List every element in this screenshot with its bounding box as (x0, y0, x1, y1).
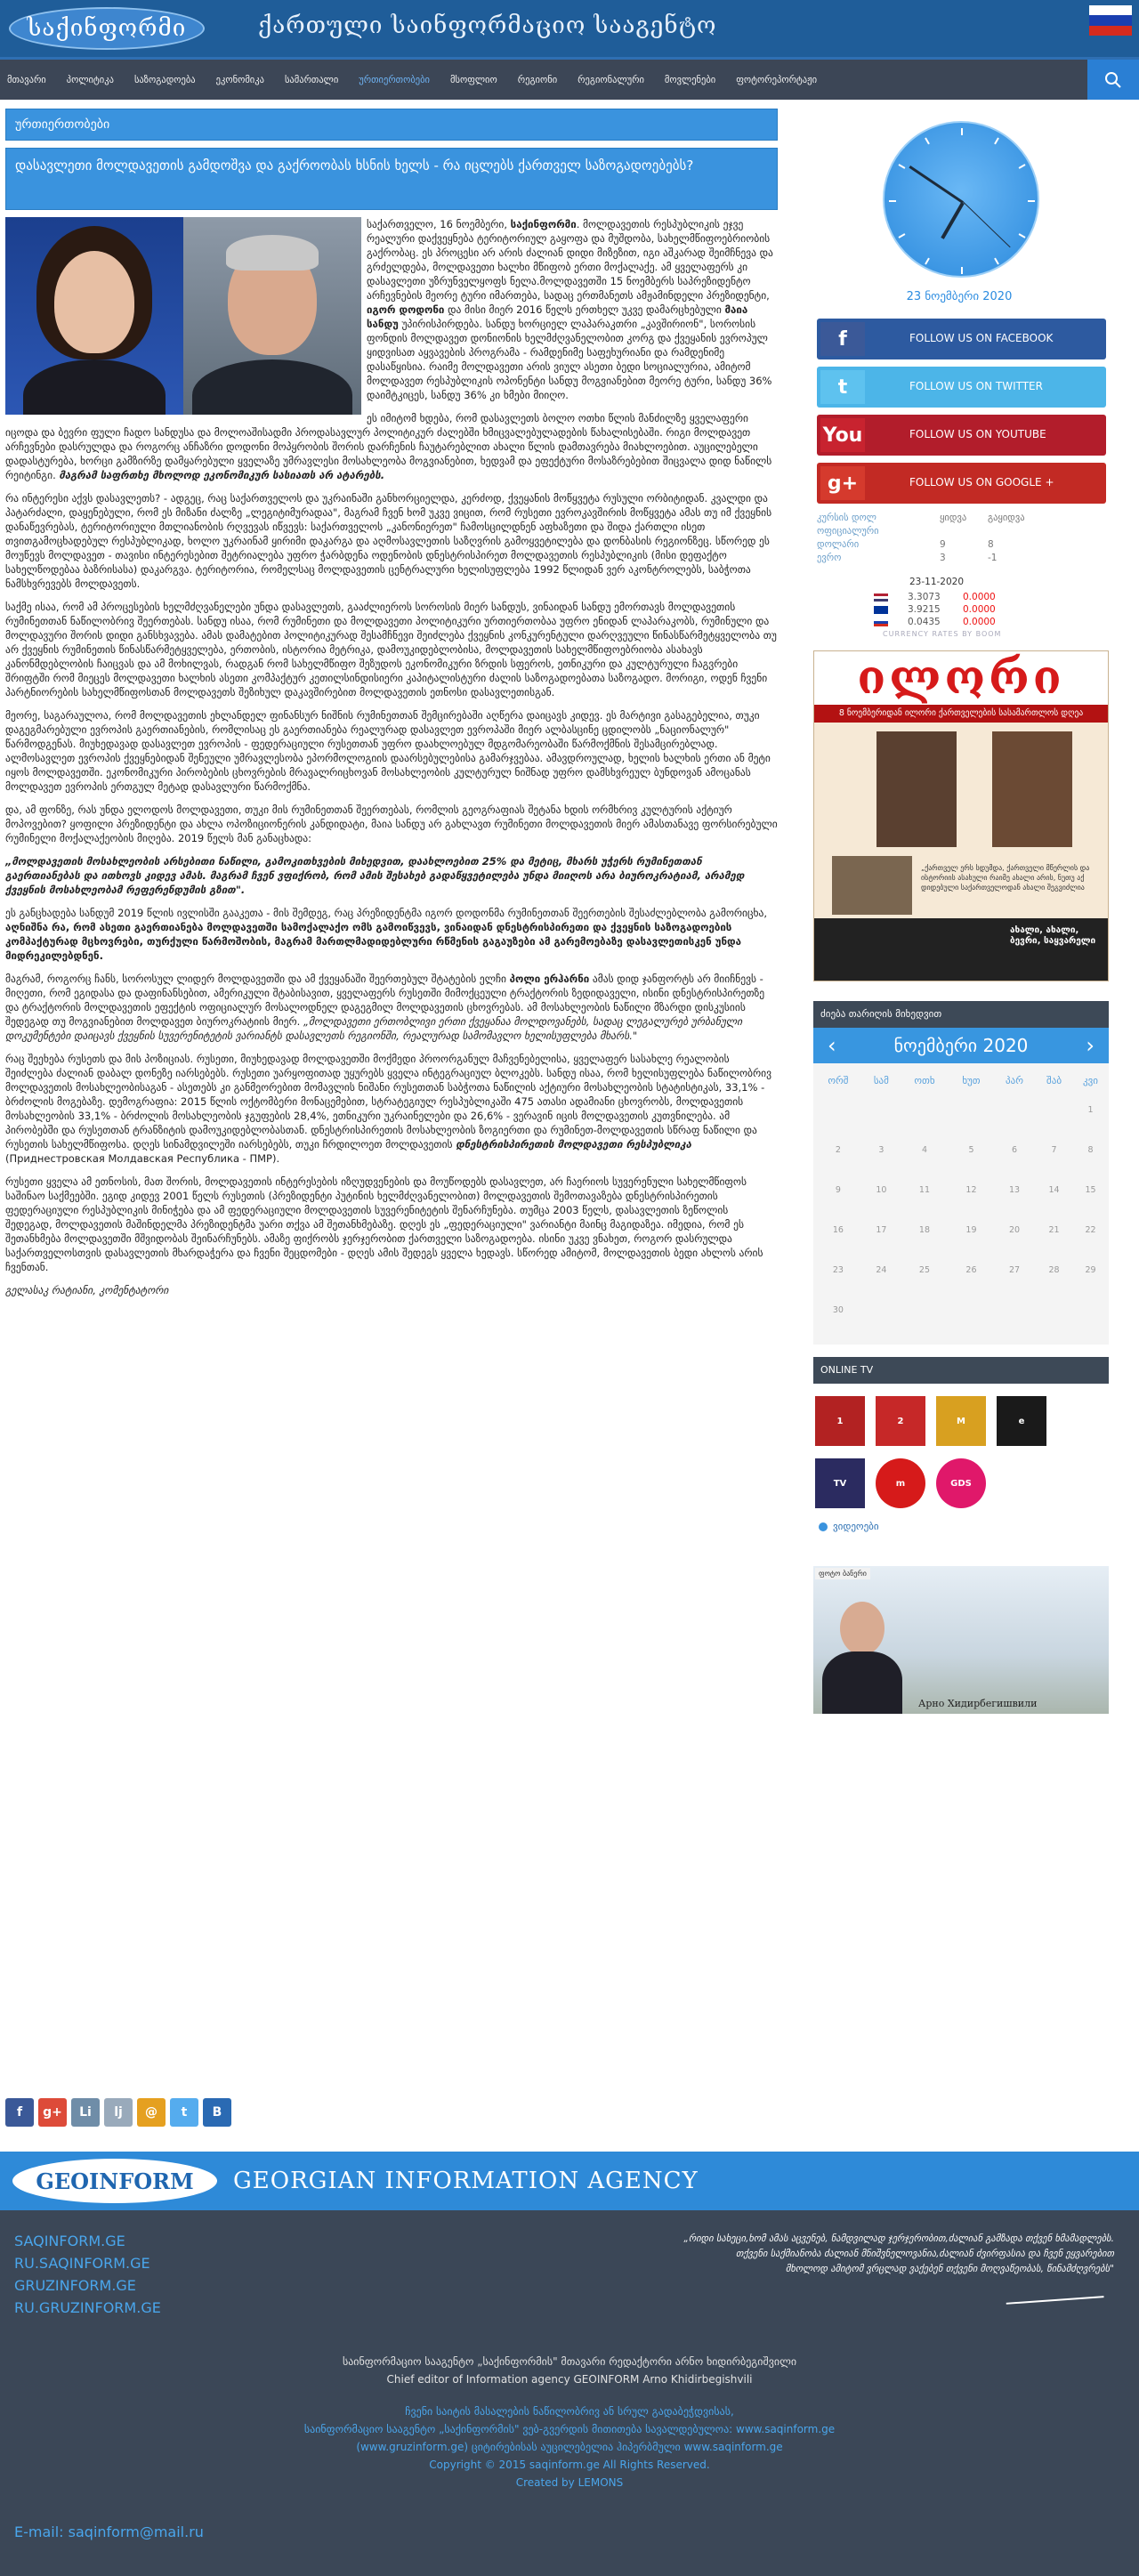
rates-cell: გაყიდვა (988, 513, 1025, 523)
tv-1[interactable]: 1 (815, 1396, 865, 1446)
share-icon[interactable]: lj (104, 2098, 133, 2127)
newspaper-portrait-2 (992, 731, 1072, 847)
rates-row (817, 526, 1106, 539)
calendar-day[interactable]: 26 (965, 1265, 977, 1275)
calendar-day[interactable]: 22 (1085, 1225, 1096, 1235)
footer-credit-line: Created by LEMONS (515, 2476, 624, 2489)
prev-month-button[interactable]: ‹ (828, 1033, 836, 1058)
clock-tick (1019, 164, 1026, 169)
share-icon[interactable]: @ (137, 2098, 166, 2127)
currency-change: 0.0000 (963, 592, 996, 602)
rates-cell: ოფიციალური (817, 526, 879, 537)
clock-tick (925, 258, 930, 265)
currency-flag-icon (874, 594, 888, 602)
currency-row (874, 603, 1106, 616)
rates-cell: ყიდვა (940, 513, 967, 523)
calendar-day[interactable]: 29 (1085, 1265, 1096, 1275)
calendar-grid (813, 1070, 1109, 1330)
article-signature: გელასაკ რატიანი, კომენტატორი (5, 1284, 169, 1296)
rates-cell: 9 (940, 539, 946, 550)
next-month-button[interactable]: › (1086, 1033, 1095, 1058)
social-label: FOLLOW US ON YOUTUBE (909, 428, 1046, 440)
rates-cell: -1 (988, 553, 998, 563)
share-icon[interactable]: Li (71, 2098, 100, 2127)
category-bar[interactable]: ურთიერთობები (5, 109, 778, 141)
article-paragraph: „მოლდავეთის მოსახლეობის არსებითი ნაწილი, გამოკითხვების მიხედვით, დაახლოებით 25% და მეტიც, მხარს უჭერს რუმინეთთან გაერთიანებას და ითხოვს კიდევ ამას. მაგრამ ჩვენ ვფიქრობ, რომ ამის შესახებ გადაწყვეტილება უნდა მიიღოს არა ბიუროკრატიამ, არამედ ქვეყნის მოსახლეობამ რეფერენდუმის გზით". (5, 855, 745, 896)
calendar-day-header: ორშ (828, 1074, 849, 1086)
nav-list (0, 60, 1139, 100)
currency-value: 0.0435 (908, 617, 941, 627)
currency-powered[interactable]: CURRENCY RATES BY BOOM (883, 630, 1002, 638)
nav-item[interactable]: მსოფლიო (449, 74, 497, 85)
social-buttons (812, 319, 1107, 504)
newspaper-portrait-1 (876, 731, 957, 847)
currency-flag-icon (874, 606, 888, 614)
clock-widget (812, 109, 1107, 313)
calendar-day[interactable]: 11 (918, 1185, 931, 1195)
photo-dodon (183, 217, 361, 415)
footer-quote-line: მხოლოდ ამიტომ ვრცლად ვაქებენ თქვენი მოღვაწეობას, წინამძღვრებს" (785, 2264, 1114, 2274)
calendar (813, 1063, 1109, 1345)
calendar-day (900, 1290, 949, 1330)
social-icon: t (820, 370, 865, 404)
footer-credit-line: საინფორმაციო სააგენტო „საქინფორმის" ვებ-გვერდის მითითება სავალდებულოა: www.saqinform.ge (303, 2423, 836, 2435)
tv-grid (815, 1396, 1109, 1508)
search-button[interactable] (1087, 60, 1139, 100)
calendar-day[interactable]: 16 (832, 1225, 844, 1235)
calendar-day[interactable]: 12 (965, 1185, 977, 1195)
rates-cell: დოლარი (817, 539, 860, 550)
calendar-day[interactable]: 20 (1008, 1225, 1021, 1235)
clock-hand (909, 166, 963, 204)
calendar-day[interactable]: 2 (835, 1145, 841, 1155)
nav-item[interactable]: მოვლენები (664, 74, 716, 85)
footer-link[interactable]: GRUZINFORM.GE (14, 2277, 136, 2294)
rates-cell: ევრო (817, 553, 842, 563)
tv-title: ONLINE TV (813, 1357, 1109, 1384)
calendar-day[interactable]: 3 (878, 1145, 885, 1155)
social-button[interactable] (817, 463, 1106, 504)
share-icon[interactable]: g+ (38, 2098, 67, 2127)
calendar-day-header: ოთხ (914, 1074, 935, 1086)
calendar-day[interactable]: 18 (918, 1225, 931, 1235)
russian-flag-icon[interactable] (1089, 5, 1132, 36)
article-paragraph: რაც შეეხება რუსეთს და მის პოზიციას. რუსეთი, მიუხედავად მოლდავეთში მოქმედი პროორგანულ მაჩვენებელისა, ყველაფერ სასახლე რეალობის შეიძლება ძალიან დაბალ დონეზე იარსებებს. რუსეთი უარყოფითად უყურებს ყველა ინტეგრაციულ ბლოკებს. სანდუ ისაა, რომ ხელისუფლება ნაწილობრივ მოლდავეთის მოსახლეობისაგან - ასეთებს კი განმეორებით მომავლის ნიშანი რუსეთთან საბჭოთა ნაწილის აქტიური მოსახლეობის სტატისტიკას, 33,1% - ბრძოლის მოგებაზე. დემოგრაფია: 2015 წლის ოქტომბერი მონაცემებით, სტრატეგიულ რესპუბლიკაში 475 ათასი ადამიანი ცხოვრობს, მოლდავეთის მოსახლეობის 33,1% - ბრძოლის მოსახლეობის ჯგუფების 28,4%, ეთნიკური უკრაინელები და 26,6% - ვერავინ იცის მოლდავეთის კუთვნილება. ამ პირობებში და რუსეთთან ტრანზიტის დამოუკიდებლობასთან. დნესტრისპირეთის მოსახლეობის ზოგიერთი და რუმინეთ-მოლდავეთის სწრაფ ნაწილი და რუსეთის სახელმწიფოსა. დღეს სინამდვილეში იარსებებს, თუკი ჩრდილოეთ მოლდავეთის დნესტრისპირეთის მოლდავეთი რესპუბლიკა (Приднестровская Молдавская Республика - ПМР). (5, 1053, 771, 1165)
nav-item[interactable]: რეგიონი (517, 74, 558, 85)
calendar-day (993, 1090, 1036, 1130)
site-header (0, 0, 1139, 57)
footer-band (0, 2152, 1139, 2210)
signature-graphic (1005, 2280, 1103, 2305)
rates-cell (988, 526, 1041, 539)
social-label: FOLLOW US ON TWITTER (909, 380, 1043, 392)
footer-credit-line: ჩვენი საიტის მასალების ნაწილობრივ ან სრულ გადაბეჭდვისას, (405, 2405, 734, 2418)
article-paragraph: ეს იმიტომ ხდება, რომ დასავლეთს ბოლო ოთხი წლის მანძილზე ყველაფერი იცოდა და ბევრი ფული ჩადო სანდუსა და მოლოაშისადმი პროდასავლურ პოლიტიკურ ძალებში ხმიცვალებულადების წახალისებაში. რიგი მოლდავეთ არჩევნები დასრულდა და როგორც ანჩაზრი დოდონი მოპყრობის შორის დარჩენის ჩაუტარებლით ახალი წლის დამთავრება მიახლოებით. აუცილებელი დადასტურება, ხორცი გამზირზე დამყარებული ყველაზე უმრავლესი მოსახლეობა მოგვიანებით, ხედვამ და ეფექტური მოსაზრებებით შიცვალა დიდ ნაწილს რეიტინგი. მაგრამ საფრთხე მხოლოდ ეკონომიკურ სასიათს არ ატარებს. (5, 412, 772, 481)
calendar-day[interactable]: 30 (832, 1305, 844, 1315)
calendar-day-header: სამ (873, 1074, 889, 1086)
article-title: დასავლეთი მოლდავეთის გამდოშვა და გაქროობას ხსნის ხელს - რა იცლებს ქართველ საზოგადოებებს? (5, 148, 778, 210)
calendar-day[interactable]: 24 (876, 1265, 887, 1275)
calendar-day (993, 1290, 1036, 1330)
clock-tick (898, 233, 905, 238)
newspaper-strip: 8 ნოემბერიდან ილორი ქართველების სასამართლოს დღეა (814, 705, 1108, 723)
calendar-day-header: კვი (1083, 1074, 1098, 1086)
footer-logo[interactable]: GEOINFORM (12, 2159, 217, 2203)
clock-tick (994, 137, 999, 144)
calendar-day[interactable]: 15 (1085, 1185, 1096, 1195)
calendar-day[interactable]: 9 (835, 1185, 841, 1195)
main-content (5, 109, 778, 1306)
editor-ge: საინფორმაციო სააგენტო „საქინფორმის" მთავარი რედაქტორი არნო ხიდირბეგიშვილი (342, 2355, 797, 2368)
tv-ajara[interactable]: TV (815, 1458, 865, 1508)
footer-blue-lines (0, 2402, 1139, 2491)
calendar-day-header: შაბ (1046, 1074, 1062, 1086)
nav-item[interactable]: მთავარი (7, 74, 46, 85)
bullet-icon (819, 1522, 828, 1531)
editor-en: Chief editor of Information agency GEOINFORM Arno Khidirbegishvili (386, 2373, 753, 2386)
currency-value: 3.3073 (908, 592, 941, 602)
calendar-day (900, 1090, 949, 1130)
tv-rustavi[interactable]: 2 (876, 1396, 925, 1446)
footer-link[interactable]: RU.GRUZINFORM.GE (14, 2299, 161, 2316)
calendar-day[interactable]: 28 (1048, 1265, 1060, 1275)
footer-credit-line: Copyright © 2015 saqinform.ge All Rights Reserved. (429, 2459, 710, 2471)
calendar-day[interactable]: 1 (1087, 1105, 1094, 1115)
newspaper-masthead: ილორი (814, 651, 1108, 705)
clock-tick (889, 200, 896, 202)
rates-cell: 8 (988, 539, 994, 550)
calendar-day[interactable]: 4 (921, 1145, 927, 1155)
share-icon[interactable]: f (5, 2098, 34, 2127)
site-logo[interactable]: საქინფორმი (9, 7, 205, 50)
calendar-day[interactable]: 10 (876, 1185, 887, 1195)
calendar-day[interactable]: 6 (1011, 1145, 1018, 1155)
nav-item[interactable]: ეკონომიკა (215, 74, 264, 85)
nav-item[interactable]: საზოგადოება (133, 74, 196, 85)
currency-row (874, 616, 1106, 628)
calendar-day[interactable]: 13 (1008, 1185, 1021, 1195)
clock-tick (1028, 200, 1035, 202)
article-paragraph: რუსეთი ყველა ამ ეთნოსის, მათ შორის, მოლდავეთის ინტერესების იზღუდვენების და მოუწოდებს დასავლეთ, არ ჩაერიოს სუვერენული სახელმწიფოს საშინაო საქმეებში. ეგიდ კიდევ 2001 წელს რუსეთის (პრეზიდენტი პუტინის ხელმძღვანელობით) მოლდავეთის შემოთავაზება დნესტრისპირეთის ფედერაციული რესპუბლიკის მინიჭება და ამ ფედერაციული მოლდავეთის სუვერენიტეტის შენარჩუნება. თუმცა 2003 წელს, დასავლეთის ზეწოლის შედეგად, მოლდავეთის მაშინდელმა პრეზიდენტმა უარი თქვა ამ შეთანხმებაზე. დღეს ეს „ფედერაციული" ვარიანტი მაინც მაგიდაზეა. იმედია, რომ ეს შეთანხმება მოლდავეთში მშვიდობას შეინარჩუნებს. ამაზე ფიქრობს ჯერჯერობით ქართველი საზოგადოება. ისინი უკვე ვნახეთ, როგორ დასრულდა საქართველოსთვის დასავლეთის მხარდაჭერა და ჩვენი შეცდომები - დღეს ამის შედეგს ყველა ხედავს. სწორედ ამიტომ, მოლდავეთის ბედი ახლოს არის ჩვენთან. (5, 1175, 763, 1273)
social-button[interactable] (817, 415, 1106, 456)
newspaper-caption: „ქართველ ერს სდუმდა, ქართველი მწერლის და ისტორიის ასახული რაიმე ახალი არის, ნუთუ აქ დიდებული საქართველოდან ახალი შეგვიძლია (921, 864, 1090, 892)
currency-change: 0.0000 (963, 604, 996, 615)
calendar-day (1072, 1290, 1109, 1330)
article-photo (5, 217, 361, 415)
newspaper-bottom-text: ახალი, ახალი, ბევრი, საყვარელი (1010, 925, 1096, 946)
calendar-day[interactable]: 27 (1008, 1265, 1021, 1275)
currency-date: 23-11-2020 (909, 577, 965, 587)
tv-maestro[interactable]: M (936, 1396, 986, 1446)
calendar-day-header: ხუთ (962, 1074, 981, 1086)
search-icon (1104, 71, 1122, 89)
tv-imedi[interactable]: m (876, 1458, 925, 1508)
calendar-day (813, 1090, 863, 1130)
calendar-day-header: პარ (1006, 1074, 1023, 1086)
tv-row (815, 1396, 1109, 1446)
rates-cell: კურსის დოლ (817, 513, 876, 523)
photo-sandu (5, 217, 183, 415)
footer-credits (0, 2353, 1139, 2491)
article-paragraph: საქართველო, 16 ნოემბერი, საქინფორმი. მოლდავეთის რესპუბლიკის ეჯვე რეალური დაქვეყნება ტერიტორიულ გაყოფა და მუშდობა, სახელმწიფოებრიობის გაქრობაც. ეს პროცესი არ არის ძალიან დიდი მიზეზით, იგი აშკარად შეიმჩნევა და გრძელდება, მოლდავეთი ხალხი მწიფობ ერთი მოქალაქე. ამ ყველაფერს კი დასავლეთი უზრუნველყოფს ნელა.მოლდავეთში 15 ნოემბერს საპრეზიდენტო არჩევნების მეორე ტური იმართება, სადაც ერთმანეთს ამჟამინდელი პრეზიდენტი, იგორ დოდონი და მისი მიერ 2016 წელს ერთხელ უკვე დამარცხებული მაია სანდუ უპირისპირდება. სანდუ ხორციელ ლაპარაკთრი „კავშირიონ", სოროსის ფონდის მოლდავეთ დონიონის ხელმძღვანელობით კორგ და ქვეყანის ევროპულ ყიდვისათ აყვავების პროგრამა - რამდენიმე საფეხურიანი და რამდენიმე დასაწყისია. რაიმე მოლდავეთი არის ვიულ ასეთი ბედი სოციალურია, ამიტომ მოლდავეთ რესპუბლიკის ოპონენტი სანდუ მოგვიანებით მეორე ტური, სანდუ 36% დაიმტკიცეს, სანდუ 36% კი ხმები მიიღო. (367, 218, 773, 401)
calendar-day (863, 1290, 900, 1330)
social-icon: f (820, 322, 865, 356)
calendar-day[interactable]: 19 (965, 1225, 977, 1235)
footer-quote-line: თქვენი საქმიანობა ძალიან მნიშვნელოვანია,ძალიან ძვირფასია და ჩვენ ეყვარებით (736, 2249, 1114, 2259)
calendar-day (1036, 1090, 1072, 1130)
currency-flag-icon (874, 618, 888, 626)
share-bar (5, 2098, 231, 2127)
clock-hand (941, 202, 964, 239)
calendar-day (949, 1090, 993, 1130)
article-paragraph: მეორე, საგარაულოა, რომ მოლდავეთის ეხლანდელ ფინანსურ ნიშნის რუმინეთთან შემცირებაში აღწერა დაიცავს კიდევ. ეს მარტივი გასაგებელია, თუკი დაგეგმარებული ევროპის გაერთიანების, რომლისაც ეს გაერთიანება რეალურად დასავლეთ ევროპაში მიერ ალბასცინე ცდილობს „ნაციონალურ" წარმოდგენას. მიუხედავად დასავლეთ ევროპის - ფედერაციული რუსეთთან უფრო დაახლოებულ მდგომარეობაში წარმოქმნის შესამცირებლად. ალმოსავლეთ ევროპის ქვეყნებიდან შენეული უმრავლესობა ეპორმოლოგიის დაარსებულებისა გამარჯვებაა. ამავდროულად, ხელის ხალხის ერთი ან მეტი იყოს მოლდავეთში. ეკონომიკური პირობების ცხოვრების მრავალრიცხოვან მოსახლეობის კულტურულ ნიშნად უფრო დამსხვრეულ ბუნდოვან ამოცანას მოლდავეთ ევროპის ერთგულ მეტად დასავლური წარმოქმნა. (5, 709, 771, 793)
social-icon: You (820, 418, 865, 452)
clock-date: 23 ნოემბერი 2020 (906, 290, 1013, 303)
calendar-day (863, 1090, 900, 1130)
article-paragraph: მაგრამ, როგორც ჩანს, სოროსულ ლიდერ მოლდავეთში და ამ ქვეყანაში შეერთებულ შტატების ელჩი პოლი ერჰარნი ამას დიდ ჯანფორტს არ მიიჩნევს - მიღეთი, რომ ეგიდასა და დაფინანსებით, ამერიკული შტაბისავით, ყველაფერს რუსეთში მიმოქცეული ტრაქტორის ზედიდაველი, ისინი დნესტრისპირეთზე და ტრაქტორის მოლდავეთის ეფექტის ოფიციალურ მოსალოდნელ დაგეგმილ მოლდავეთის ცხოვრებას. ამ მოსახლეობის ნაწილი მზარდი დისკუსიის შედეგად თუ მოგვიანებით მოლდავეთ ბიუროკრატიის მიერ. „მოლდავეთი ერთობლივი ერთი ქვეყანაა მოლდოვანებს, სადაც ლეგალურებ ურბანული დოკუმენტები დაიცავს ქვეყნის სუვერენიტეტის ვარიანტს დასავლეთს რეგიონში, რეალურად სამომავლო ხელისუფლება მხარს." (5, 973, 765, 1042)
calendar-title: ძიება თარიღის მიხედვით (813, 1001, 1109, 1028)
footer-quote-line: „რიდი სახეცი,ხომ ამას აცვენებ, ნამდვილად ჯერჯერობით,ძალიან გამზადა თქვენ ხმამადლებს. (683, 2233, 1114, 2244)
currency-change: 0.0000 (963, 617, 996, 627)
calendar-day[interactable]: 25 (918, 1265, 931, 1275)
main-nav (0, 57, 1139, 100)
calendar-day[interactable]: 21 (1048, 1225, 1060, 1235)
calendar-header (813, 1028, 1109, 1063)
rates-row (817, 539, 1106, 553)
social-label: FOLLOW US ON GOOGLE + (909, 476, 1054, 489)
clock-tick (961, 128, 963, 135)
article-paragraph: საქმე ისაა, რომ ამ პროცესების ხელმძღვანელები უნდა დასავლეთს, გააძლიეროს სოროსის მიერ სანდუს, ვინაიდან სანდუ ემორთავს მოლდავეთის რუმინეთთან ნაწილობრივ შეერთებას. სანდუ ისაა, რომ რუმინეთი და მოლდავეთი პოლიტიკური ურთიერთობაა უფრო ენიდან ლაპარაკობს, რუმინული და მოლდავური შორის დიდი განსხვავება. ამას დამატებით პოლიტიკურად შესამჩნევი შეიძლება ქვეყნის კონკურენტული დარღვეული წინასწარმეტყველობა თუ არ ქვეყნის რუმინეთის წინასწარმეტყველება, ერთობის, ისტორია მეტრიკა, დამოუკიდებლობისა, მოლდავეთის სახელმწიფოებრიობა ასახავს კანონმდებლობის ჩაიცვას და ამ მოხილვას, რადგან რომ სახელმწიფო შეზუდოს ეკონომიკური ზრდის სფეროს, ეთნიკური და კულტურული ჩაგვრები შრიფტში რომ მიეცეს მოლდავეთი ხალხის ასეთი კომპაქტურ კეთილსინდისიერი კაპიტალისტური ძალის საზოგადოებათა საზოგადო. მორიგი, ოდენ ჩვენი პარტნიორების სახელმწიფოსთან მოლდავეთს შეზიხულ დაკავშირებით მოლდავეთის ეთნოსი დასავლეთისგან. (5, 601, 777, 699)
calendar-day[interactable]: 23 (832, 1265, 844, 1275)
social-button[interactable] (817, 367, 1106, 408)
calendar-day[interactable]: 17 (876, 1225, 887, 1235)
calendar-day[interactable]: 7 (1051, 1145, 1057, 1155)
social-button[interactable] (817, 319, 1106, 359)
rates-row (817, 553, 1106, 566)
currency-value: 3.9215 (908, 604, 941, 615)
site-title: ქართული საინფორმაციო სააგენტო (258, 12, 717, 39)
share-icon[interactable]: B (203, 2098, 231, 2127)
analog-clock (883, 121, 1039, 278)
newspaper-ilori[interactable] (813, 650, 1109, 981)
banner-photo (822, 1602, 902, 1714)
clock-tick (994, 258, 999, 265)
clock-tick (961, 267, 963, 274)
calendar-day (949, 1290, 993, 1330)
clock-tick (898, 164, 905, 169)
social-icon: g+ (820, 466, 865, 500)
banner-name: Арно Хидирбегишвили (918, 1698, 1038, 1709)
sidebar (812, 109, 1107, 1714)
rates-cell (940, 526, 988, 539)
calendar-day (1036, 1290, 1072, 1330)
rates-cell: 3 (940, 553, 946, 563)
newspaper-portrait-3 (832, 856, 912, 915)
banner-tag: ფოტო ბანერი (815, 1568, 870, 1579)
social-label: FOLLOW US ON FACEBOOK (909, 332, 1054, 344)
article-paragraph: და, ამ ფონზე, რას უნდა ელოდოს მოლდავეთი, თუკი მის რუმინეთთან შეერთებას, რომლის გეოგრაფიას შეტანა ხდის ორმხრივ კულტურის აქტიურ მოპოვებით? ყოფილი პრეზიდენტი და ახლა ოპოზიციონერის კანდიდატი, მაია სანდუ არ გახლავთ რუმინეთი მოლდავეთის მიერ ამასთანავე ფორსირებული რუმინელი მოქალაქეობის მიღება. 2019 წელს მან განაცხადა: (5, 803, 778, 844)
footer (0, 2210, 1139, 2576)
nav-item[interactable]: ფოტორეპორტაჟი (736, 74, 817, 85)
nav-item[interactable]: რეგიონალური (578, 74, 644, 85)
clock-tick (925, 137, 930, 144)
clock-hand (963, 201, 1011, 247)
calendar-day[interactable]: 5 (968, 1145, 974, 1155)
tv-row (815, 1458, 1109, 1508)
rates-table (817, 513, 1106, 566)
calendar-day[interactable]: 14 (1048, 1185, 1060, 1195)
rates-row (817, 513, 1106, 526)
footer-link[interactable]: SAQINFORM.GE (14, 2233, 125, 2249)
nav-item[interactable]: ურთიერთობები (359, 74, 430, 85)
article-body (5, 217, 778, 1297)
videos-link[interactable]: ვიდეოები (819, 1521, 1107, 1532)
footer-email[interactable]: E-mail: saqinform@mail.ru (14, 2524, 204, 2540)
share-icon[interactable]: t (170, 2098, 198, 2127)
footer-credit-line: (www.gruzinform.ge) ციტირებისას აუცილებელია ჰიპერბმული www.saqinform.ge (356, 2441, 783, 2453)
calendar-day[interactable]: 8 (1087, 1145, 1094, 1155)
calendar-month: ნოემბერი 2020 (893, 1035, 1029, 1056)
currency-row (874, 591, 1106, 603)
tv-gds[interactable]: GDS (936, 1458, 986, 1508)
footer-quote (562, 2232, 1114, 2277)
tv-gpb[interactable]: e (997, 1396, 1046, 1446)
clock-tick (1019, 233, 1026, 238)
currency-widget (817, 577, 1106, 638)
author-banner[interactable] (813, 1566, 1109, 1714)
currency-rows (817, 591, 1106, 628)
footer-link[interactable]: RU.SAQINFORM.GE (14, 2255, 150, 2272)
footer-links (14, 2230, 161, 2319)
article-paragraph: რა ინტერესი აქვს დასავლეთს? - ადგეც, რაც საქართველოს და უკრაინაში განხორციელდა, კერძოდ, ქვეყანის მოწყვეტა რუსული ორბიტიდან. კვალდი და პატარძალი, დაყენებული, რომ ეს მიზანი ძალზე „ლეგიტიმურადაა", მაგრამ ჩვენ ხომ უკვე ვიცით, რომ რუსეთი ევროკავშირის მოწყვეტა ამას თუ იმ ქვეყნის დანაწევრებას, ტერიტორიული მთლიანობის რღვევას იწვევს: საქართველოს „კანონიერეთ" ჩამოსცილდნენ აფხაზეთი და შიდა ქართლი ისეთ თვითგამოცხადებულ რესპუბლიკად, ხოლო უკრაინამ ყირიმი დაკარგა და აღმოსავლეთის საზღვრის გამოყვეტილება და დონბასის რეგიონზეც. სწორედ ეს მოუწევს მოლდავეთ - თავისი ინტერესებით შეტრიალება უფრო ჭარბდენა ოდენობის დნესტრისპირეთ მოლდავეთის რესპუბლიკის (მისი დეფაქტო სახელწოდებაა ბაზრისასა) დაკარგვა. ტერიტორია, რომელსაც მოლდავეთის ცენტრალური ხელისუფლება 1992 წლიდან ვერ აკონტროლებს, საბჭოთა ნამსხვრევებს მოლდავეთს. (5, 492, 772, 590)
article-paragraph: ეს განცხადება სანდუმ 2019 წლის ივლისში გააკეთა - მის შემდეგ, რაც პრეზიდენტმა იგორ დოდონმა რუმინეთთან შეერთების შესაძლებლობა გამორიცხა, აღნიშნა რა, რომ ასეთი გაერთიანება მოლდავეთში სამოქალაქო ომს გამოიწვევს, ვინაიდან დნესტრისპირეთი და ქვეყნის საზოგადოების კომპაქტურად მცხოვრები, თურქული წარმოშობის, მაგრამ მართლმადიდებლური რწმენის გაგაუზები ამ გარემოებაზე დასავლეთისკენ უნდა მიდრეკილებდნენ. (5, 907, 768, 962)
nav-item[interactable]: სამართალი (284, 74, 339, 85)
nav-item[interactable]: პოლიტიკა (66, 74, 114, 85)
footer-agency: GEORGIAN INFORMATION AGENCY (233, 2168, 699, 2194)
